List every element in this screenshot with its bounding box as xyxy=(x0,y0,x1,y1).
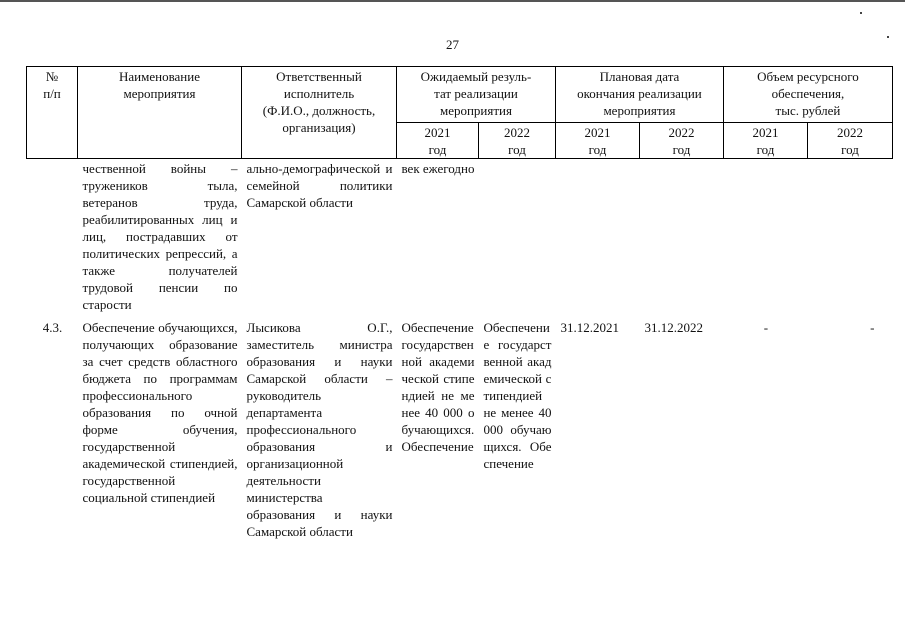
header-year: 2022 год xyxy=(639,123,723,159)
header-year: 2021 год xyxy=(555,123,639,159)
row-date-2022: 31.12.2022 xyxy=(644,320,703,335)
scan-speck xyxy=(887,36,889,38)
page-top-edge xyxy=(0,0,905,2)
header-expected-result: Ожидаемый резуль- тат реализации мероприятия xyxy=(397,67,556,123)
page-number: 27 xyxy=(446,37,459,52)
row-resource-2022: - xyxy=(870,320,875,335)
header-resources: Объем ресурсного обеспечения, тыс. рублей xyxy=(723,67,892,123)
row-result-2022: Обеспечение государственной академической стипендией не менее 40 000 обучающихся. Обеспечение xyxy=(483,320,552,471)
header-name: Наименование мероприятия xyxy=(78,67,242,159)
measures-table xyxy=(26,66,893,540)
header-responsible: Ответственный исполнитель (Ф.И.О., должность, организация) xyxy=(242,67,397,159)
row-name: чественной войны – тружеников тыла, ветеранов труда, реабилитированных лиц и лиц, пострадавших от политических репрессий, а также получателей трудовой пенсии по старости xyxy=(82,161,238,312)
table-row xyxy=(27,319,893,540)
row-number xyxy=(27,159,78,314)
header-year: 2021 год xyxy=(723,123,807,159)
row-resource-2021: - xyxy=(763,320,769,335)
table-row xyxy=(27,159,893,314)
row-date-2022 xyxy=(639,159,723,314)
scan-speck xyxy=(860,12,862,14)
row-result-2022 xyxy=(478,159,555,314)
row-date-2021 xyxy=(555,159,639,314)
header-year: 2022 год xyxy=(478,123,555,159)
header-year: 2022 год xyxy=(807,123,892,159)
row-number: 4.3. xyxy=(42,320,63,335)
row-resource-2022 xyxy=(807,159,892,314)
row-name: Обеспечение обучающихся, получающих образование за счет средств областного бюджета по программам профессионального образования по очной форме обучения, государственной академической стипендией, государственной социальной стипендией xyxy=(82,320,238,505)
row-result-2021: Обеспечение государственной академической стипендией не менее 40 000 обучающихся. Обеспечение xyxy=(401,320,475,454)
row-resource-2021 xyxy=(723,159,807,314)
header-planned-date: Плановая дата окончания реализации мероприятия xyxy=(555,67,723,123)
row-responsible: ально-демографической и семейной политики Самарской области xyxy=(246,161,393,210)
row-date-2021: 31.12.2021 xyxy=(560,320,619,335)
header-number: № п/п xyxy=(27,67,78,159)
row-responsible: Лысикова О.Г., заместитель министра образования и науки Самарской области – руководитель департамента профессионального образования и организационной деятельности министерства образования и науки Самарской области xyxy=(246,320,393,539)
header-year: 2021 год xyxy=(397,123,479,159)
row-result-2021: век ежегодно xyxy=(401,161,475,176)
